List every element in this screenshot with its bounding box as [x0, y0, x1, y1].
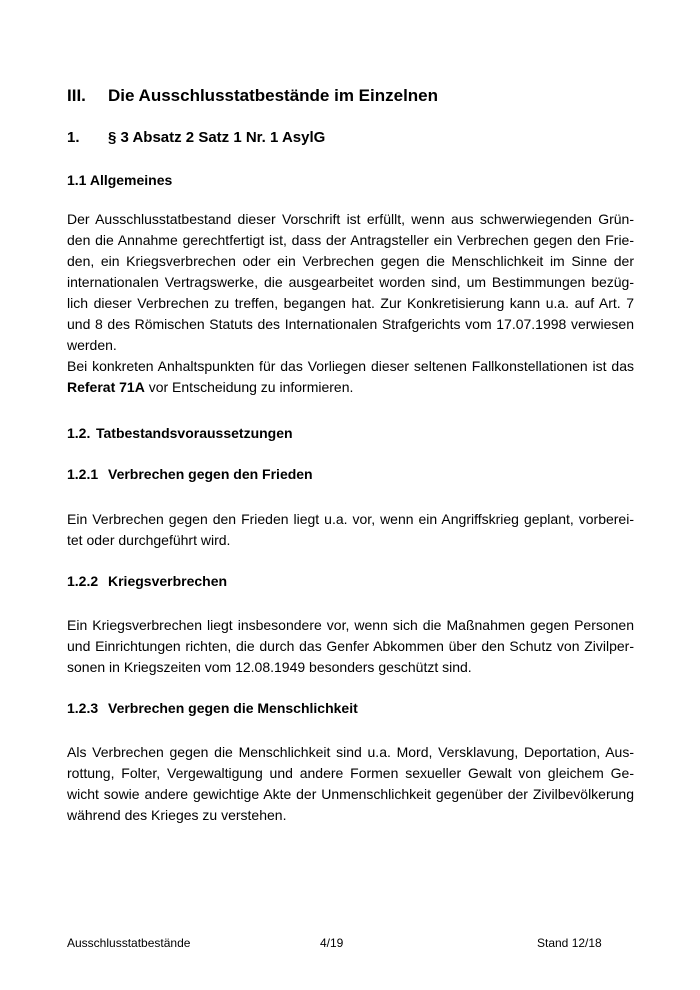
text-line: tet oder durchgeführt wird. — [67, 532, 231, 548]
paragraph-allgemeines — [67, 209, 634, 398]
heading-title: Verbrechen gegen die Menschlichkeit — [108, 700, 358, 716]
text-line: lich dieser Verbrechen zu treffen, begangen hat. Zur Konkretisierung kann u.a. auf Art. 7 — [67, 295, 634, 311]
text-line: werden. — [67, 337, 117, 353]
text-line: Der Ausschlusstatbestand dieser Vorschrift ist erfüllt, wenn aus schwerwiegenden Grün- — [67, 211, 634, 227]
section-number: III. — [67, 86, 86, 105]
text-line: Ein Kriegsverbrechen liegt insbesondere vor, wenn sich die Maßnahmen gegen Personen — [67, 617, 634, 633]
text-line: und 8 des Römischen Statuts des Internationalen Strafgerichts vom 17.07.1998 verwiesen — [67, 316, 634, 332]
text-line: den, ein Kriegsverbrechen oder ein Verbrechen gegen die Menschlichkeit im Sinne der — [67, 253, 634, 269]
text-line: rottung, Folter, Vergewaltigung und andere Formen sexueller Gewalt von gleichem Ge- — [67, 765, 634, 781]
heading-title: Verbrechen gegen den Frieden — [108, 466, 313, 482]
text-line: Bei konkreten Anhaltspunkten für das Vorliegen dieser seltenen Fallkonstellationen ist das — [67, 358, 634, 374]
heading-title: Kriegsverbrechen — [108, 573, 228, 589]
footer-page-number: 4/19 — [320, 936, 344, 950]
heading-1-2-3 — [67, 700, 358, 716]
text-line: sonen in Kriegszeiten vom 12.08.1949 besonders geschützt sind. — [67, 659, 472, 675]
heading-number: 1. — [67, 129, 80, 146]
heading-1-2 — [67, 425, 293, 441]
heading-number: 1.2. — [67, 425, 91, 441]
heading-number: 1.2.1 — [67, 466, 99, 482]
heading-1-1 — [67, 172, 172, 188]
paragraph-frieden — [67, 509, 634, 551]
heading-1 — [67, 129, 325, 146]
text-line: Als Verbrechen gegen die Menschlichkeit sind u.a. Mord, Versklavung, Deportation, Aus- — [67, 744, 634, 760]
heading-title: § 3 Absatz 2 Satz 1 Nr. 1 AsylG — [108, 129, 326, 146]
heading-title: 1.1 Allgemeines — [67, 172, 173, 188]
section-title: Die Ausschlusstatbestände im Einzelnen — [108, 86, 439, 105]
text-fragment: vor Entscheidung zu informieren. — [144, 379, 354, 395]
section-heading-iii — [67, 86, 438, 106]
text-line: wicht sowie andere gewichtige Akte der Unmenschlichkeit gegenüber der Zivilbevölkerung — [67, 786, 634, 802]
footer-date: Stand 12/18 — [537, 936, 602, 950]
text-line: und Einrichtungen richten, die durch das Genfer Abkommen über den Schutz von Zivilper- — [67, 638, 634, 654]
heading-1-2-2 — [67, 573, 227, 589]
text-line: den die Annahme gerechtfertigt ist, dass der Antragsteller ein Verbrechen gegen den Frie- — [67, 232, 634, 248]
text-line: internationalen Vertragswerke, die ausgearbeitet worden sind, um Bestimmungen bezüg- — [67, 274, 634, 290]
paragraph-kriegsverbrechen — [67, 615, 634, 678]
heading-number: 1.2.2 — [67, 573, 99, 589]
paragraph-menschlichkeit — [67, 742, 634, 826]
referat-bold: Referat 71A — [67, 379, 145, 395]
footer-document-title: Ausschlusstatbestände — [67, 936, 191, 950]
text-line — [67, 377, 634, 398]
heading-number: 1.2.3 — [67, 700, 99, 716]
text-line: während des Krieges zu verstehen. — [67, 807, 287, 823]
text-line: Ein Verbrechen gegen den Frieden liegt u.a. vor, wenn ein Angriffskrieg geplant, vorberei- — [67, 511, 634, 527]
heading-title: Tatbestandsvoraussetzungen — [96, 425, 293, 441]
heading-1-2-1 — [67, 466, 313, 482]
